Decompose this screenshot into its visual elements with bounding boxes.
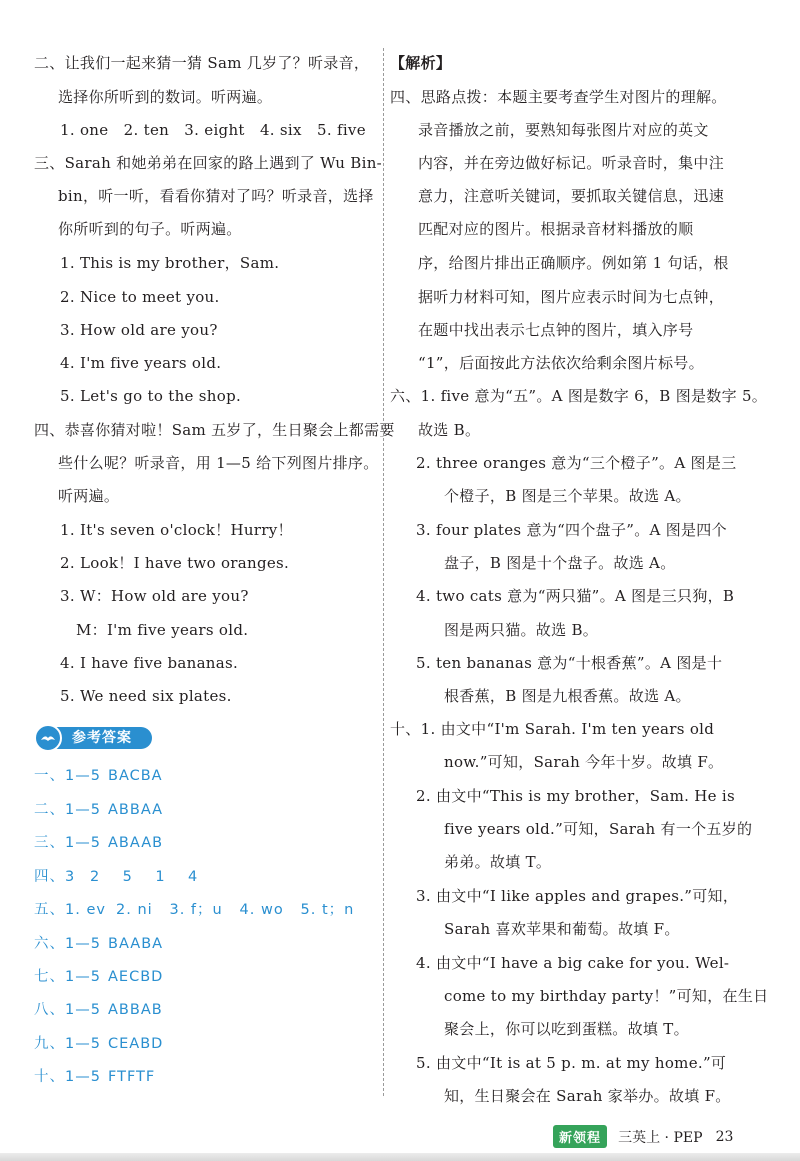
q4-line-1: 四、恭喜你猜对啦！Sam 五岁了，生日聚会上都需要 — [34, 421, 395, 439]
q2-line-1: 二、让我们一起来猜一猜 Sam 几岁了？听录音， — [34, 54, 370, 72]
analysis-q4-line: 意力，注意听关键词，要抓取关键信息，迅速 — [418, 187, 725, 205]
q4-sentence-2: 2. Look！I have two oranges. — [60, 554, 290, 572]
analysis-q10-line: 4. 由文中“I have a big cake for you. Wel- — [416, 954, 730, 972]
analysis-q10-line: Sarah 喜欢苹果和葡萄。故填 F。 — [444, 920, 680, 938]
answer-row — [34, 933, 374, 955]
analysis-q10-line: 知，生日聚会在 Sarah 家举办。故填 F。 — [444, 1087, 731, 1105]
analysis-q4-line: 四、思路点拨：本题主要考查学生对图片的理解。 — [390, 88, 727, 106]
analysis-q4-line: 内容，并在旁边做好标记。听录音时，集中注 — [418, 154, 725, 172]
answer-label: 五、1. ev — [34, 902, 106, 918]
analysis-q4-line: “1”，后面按此方法依次给剩余图片标号。 — [418, 354, 704, 372]
q4-sentence-3: 3. W：How old are you? — [60, 587, 249, 605]
q3-line-1: 三、Sarah 和她弟弟在回家的路上遇到了 Wu Bin- — [34, 154, 383, 172]
analysis-q10-line: 2. 由文中“This is my brother，Sam. He is — [416, 787, 735, 805]
q4-sentence-4: 4. I have five bananas. — [60, 654, 239, 672]
analysis-q10-line: 十、1. 由文中“I'm Sarah. I'm ten years old — [390, 720, 715, 738]
analysis-q10-line: 聚会上，你可以吃到蛋糕。故填 T。 — [444, 1020, 689, 1038]
q3-sentence-3: 3. How old are you? — [60, 321, 218, 339]
analysis-q4-line: 匹配对应的图片。根据录音材料播放的顺 — [418, 220, 694, 238]
answer-label: 一、1—5 — [34, 768, 101, 784]
answer-row — [34, 966, 374, 988]
analysis-q4-line: 序，给图片排出正确顺序。例如第 1 句话，根 — [418, 254, 729, 272]
answer-label: 六、1—5 — [34, 936, 101, 952]
analysis-q4-line: 据听力材料可知，图片应表示时间为七点钟， — [418, 288, 725, 306]
answer-row — [34, 799, 374, 821]
answer-label: 八、1—5 — [34, 1002, 101, 1018]
page-bottom-edge — [0, 1153, 800, 1161]
analysis-q4-line: 录音播放之前，要熟知每张图片对应的英文 — [418, 121, 709, 139]
answer-row — [34, 999, 374, 1021]
analysis-q6-line: 盘子，B 图是十个盘子。故选 A。 — [444, 554, 676, 572]
answer-row — [34, 899, 374, 921]
answer-value: ABBAA — [108, 802, 164, 818]
answer-row — [34, 832, 374, 854]
page-footer — [553, 1125, 733, 1151]
q3-line-3: 你所听到的句子。听两遍。 — [58, 220, 242, 238]
answer-key-banner — [34, 724, 154, 752]
analysis-q6-line: 个橙子，B 图是三个苹果。故选 A。 — [444, 487, 691, 505]
answer-value: ABBAB — [108, 1002, 163, 1018]
analysis-q6-line: 图是两只猫。故选 B。 — [444, 621, 599, 639]
q2-options: 1. one 2. ten 3. eight 4. six 5. five — [60, 121, 366, 139]
column-divider — [383, 48, 384, 1096]
answer-value: 2 5 1 4 — [90, 869, 199, 885]
analysis-q6-line: 4. two cats 意为“两只猫”。A 图是三只狗，B — [416, 587, 735, 605]
analysis-q10-line: come to my birthday party！”可知，在生日 — [444, 987, 769, 1005]
answer-value: BACBA — [108, 768, 163, 784]
answer-value: ABAAB — [108, 835, 164, 851]
analysis-header: 【解析】 — [390, 54, 452, 72]
q3-sentence-1: 1. This is my brother，Sam. — [60, 254, 280, 272]
analysis-q10-line: now.”可知，Sarah 今年十岁。故填 F。 — [444, 753, 724, 771]
q4-sentence-5: 5. We need six plates. — [60, 687, 232, 705]
q2-line-2: 选择你所听到的数词。听两遍。 — [58, 88, 273, 106]
answer-label: 七、1—5 — [34, 969, 101, 985]
q4-sentence-1: 1. It's seven o'clock！Hurry！ — [60, 521, 293, 539]
answer-row — [34, 1066, 374, 1088]
q4-line-3: 听两遍。 — [58, 487, 120, 505]
answer-label: 十、1—5 — [34, 1069, 101, 1085]
answer-row — [34, 1033, 374, 1055]
q3-line-2: bin，听一听，看看你猜对了吗？听录音，选择 — [58, 187, 374, 205]
answer-label: 四、3 — [34, 869, 76, 885]
analysis-q10-line: 弟弟。故填 T。 — [444, 853, 552, 871]
answer-label: 二、1—5 — [34, 802, 101, 818]
answer-label: 九、1—5 — [34, 1036, 101, 1052]
analysis-q6-line: 5. ten bananas 意为“十根香蕉”。A 图是十 — [416, 654, 723, 672]
q3-sentence-5: 5. Let's go to the shop. — [60, 387, 242, 405]
analysis-q6-line: 六、1. five 意为“五”。A 图是数字 6，B 图是数字 5。 — [390, 387, 768, 405]
answer-value: AECBD — [108, 969, 164, 985]
analysis-q6-line: 2. three oranges 意为“三个橙子”。A 图是三 — [416, 454, 737, 472]
analysis-q10-line: 5. 由文中“It is at 5 p. m. at my home.”可 — [416, 1054, 727, 1072]
analysis-q6-line: 根香蕉，B 图是九根香蕉。故选 A。 — [444, 687, 691, 705]
analysis-q4-line: 在题中找出表示七点钟的图片，填入序号 — [418, 321, 694, 339]
q3-sentence-4: 4. I'm five years old. — [60, 354, 222, 372]
answer-key-title: 参考答案 — [46, 727, 152, 749]
book-info: 三英上 · PEP — [618, 1129, 703, 1146]
book-icon — [34, 724, 62, 752]
answer-row — [34, 866, 374, 888]
answer-row — [34, 765, 374, 787]
analysis-q10-line: five years old.”可知，Sarah 有一个五岁的 — [444, 820, 753, 838]
answer-value: CEABD — [108, 1036, 164, 1052]
q3-sentence-2: 2. Nice to meet you. — [60, 288, 220, 306]
analysis-q6-line: 故选 B。 — [418, 421, 481, 439]
answer-label: 三、1—5 — [34, 835, 101, 851]
analysis-q6-line: 3. four plates 意为“四个盘子”。A 图是四个 — [416, 521, 727, 539]
page-number: 23 — [715, 1128, 734, 1145]
answer-value: FTFTF — [108, 1069, 156, 1085]
answer-value: BAABA — [108, 936, 164, 952]
analysis-q10-line: 3. 由文中“I like apples and grapes.”可知， — [416, 887, 739, 905]
brand-badge: 新领程 — [553, 1125, 607, 1148]
answer-value: 2. ni 3. f；u 4. wo 5. t；n — [116, 902, 355, 918]
q4-line-2: 些什么呢？听录音，用 1—5 给下列图片排序。 — [58, 454, 379, 472]
q4-sentence-3-reply: M：I'm five years old. — [76, 621, 249, 639]
